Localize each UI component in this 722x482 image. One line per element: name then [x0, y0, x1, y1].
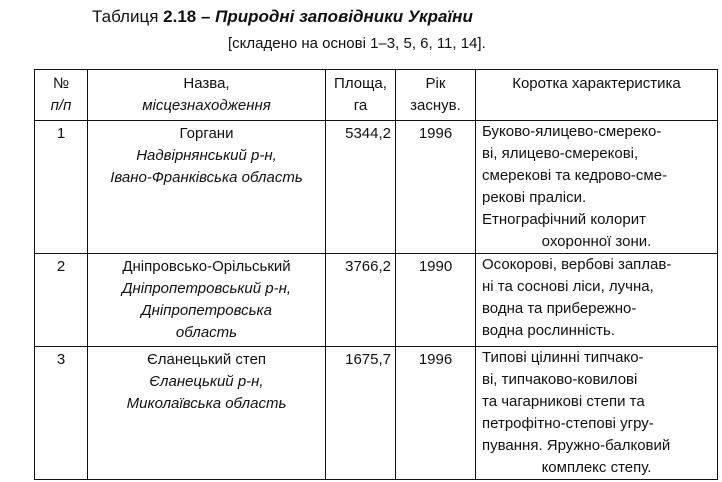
row-2-desc-line-3: водна та прибережно- — [482, 300, 637, 317]
header-num — [35, 70, 88, 121]
row-2-area: 3766,2 — [326, 254, 396, 347]
caption-title: Природні заповідники України — [215, 7, 473, 26]
row-3-name: Єланецький степ — [146, 351, 267, 368]
row-3-year: 1996 — [396, 347, 476, 480]
row-1-location-line-2: Івано-Франківська область — [110, 169, 303, 186]
header-year-line-2: заснув. — [410, 97, 461, 114]
row-1-desc-line-2: ві, ялицево-смерекові, — [482, 145, 639, 162]
caption-number: 2.18 — [163, 7, 197, 26]
row-1-desc-line-3: смерекові та кедрово-сме- — [482, 167, 668, 184]
row-3-desc-line-1: Типові цілинні типчако- — [482, 349, 644, 366]
row-3-desc-line-6: комплекс степу. — [541, 459, 652, 476]
row-1-num: 1 — [35, 121, 88, 254]
table-row — [35, 254, 718, 347]
source-note: [складено на основі 1–3, 5, 6, 11, 14]. — [228, 35, 486, 52]
row-2-desc-line-2: ні та соснові ліси, лучна, — [482, 278, 654, 295]
row-1-desc-line-1: Буково-ялицево-смереко- — [482, 123, 662, 140]
row-1-location-line-1: Надвірнянський р-н, — [136, 147, 277, 164]
row-1-name: Горгани — [179, 125, 234, 142]
row-3-area: 1675,7 — [326, 347, 396, 480]
row-2-desc-line-4: водна рослинність. — [482, 322, 615, 339]
caption-dash: – — [196, 7, 216, 26]
row-1-area: 5344,2 — [326, 121, 396, 254]
row-2-num: 2 — [35, 254, 88, 347]
row-1-desc-line-5: Етнографічний колорит — [482, 211, 646, 228]
row-1-year: 1996 — [396, 121, 476, 254]
row-2-desc — [476, 254, 718, 347]
header-name — [88, 70, 326, 121]
header-desc-line-1: Коротка характеристика — [512, 75, 681, 92]
row-1-desc — [476, 121, 718, 254]
caption-prefix: Таблиця — [92, 7, 164, 26]
table-caption — [92, 6, 473, 28]
row-2-year: 1990 — [396, 254, 476, 347]
row-2-location-line-1: Дніпропетровський р-н, — [121, 280, 292, 297]
row-3-desc-line-5: пування. Яружно-балковий — [482, 437, 671, 454]
header-num-line-2: п/п — [50, 97, 72, 114]
row-3-desc — [476, 347, 718, 480]
row-3-desc-line-3: та чагарникові степи та — [482, 393, 645, 410]
row-3-desc-line-4: петрофітно-степові угру- — [482, 415, 654, 432]
row-1-desc-line-6: охоронної зони. — [541, 233, 652, 250]
header-desc — [476, 70, 718, 121]
row-3-num: 3 — [35, 347, 88, 480]
header-row — [35, 70, 718, 121]
header-year — [396, 70, 476, 121]
row-2-name-cell — [88, 254, 326, 347]
row-1-name-cell — [88, 121, 326, 254]
header-area-line-2: га — [353, 97, 368, 114]
header-area-line-1: Площа, — [334, 75, 387, 92]
row-2-name: Дніпровсько-Орільський — [122, 258, 291, 275]
reserves-table — [34, 69, 718, 480]
header-year-line-1: Рік — [425, 75, 446, 92]
row-2-location-line-3: область — [175, 324, 238, 341]
header-num-line-1: № — [52, 75, 70, 92]
row-3-location-line-2: Миколаївська область — [126, 395, 287, 412]
header-name-line-2: місцезнаходження — [142, 97, 271, 114]
header-area — [326, 70, 396, 121]
row-3-location-line-1: Єланецький р-н, — [149, 373, 264, 390]
header-name-line-1: Назва, — [183, 75, 230, 92]
row-3-name-cell — [88, 347, 326, 480]
row-1-desc-line-4: рекові праліси. — [482, 189, 587, 206]
table-row — [35, 347, 718, 480]
table-row — [35, 121, 718, 254]
row-2-location-line-2: Дніпропетровська — [141, 302, 272, 319]
row-2-desc-line-1: Осокорові, вербові заплав- — [482, 256, 672, 273]
row-3-desc-line-2: ві, типчаково-ковилові — [482, 371, 638, 388]
